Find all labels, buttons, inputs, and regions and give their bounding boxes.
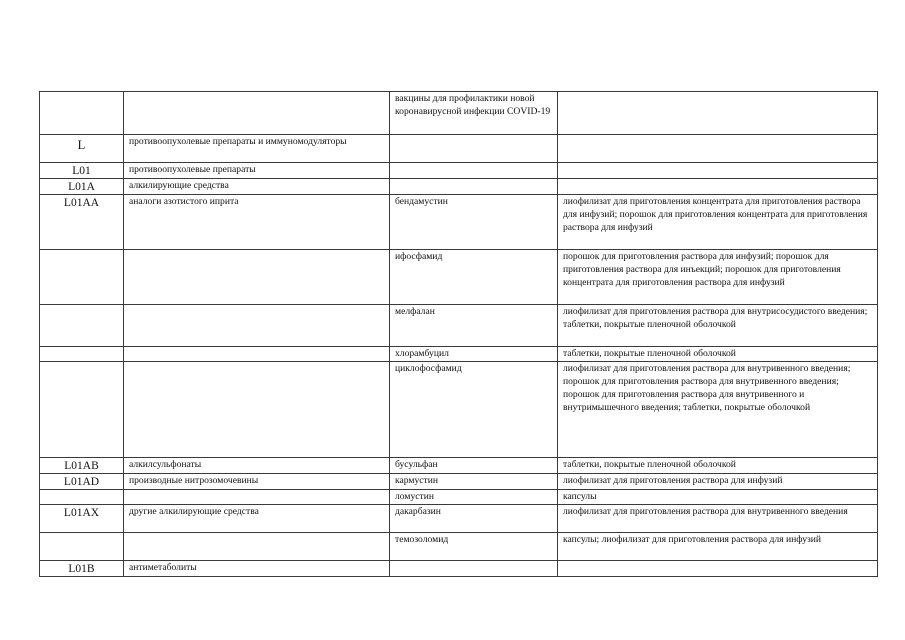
drug-name-cell: циклофосфамид (390, 362, 558, 458)
dosage-form-cell (558, 92, 878, 135)
dosage-form-cell: лиофилизат для приготовления концентрата для приготовления раствора для инфузий; порошок для приготовления концентрата для приготовления раствора для инфузий (558, 195, 878, 250)
group-name-cell (124, 92, 390, 135)
drug-name-cell: хлорамбуцил (390, 347, 558, 362)
atc-code-cell (40, 347, 124, 362)
group-name-cell: другие алкилирующие средства (124, 505, 390, 533)
dosage-form-cell (558, 179, 878, 195)
atc-code-cell: L01AX (40, 505, 124, 533)
dosage-form-cell: лиофилизат для приготовления раствора для внутрисосудистого введения; таблетки, покрытые пленочной оболочкой (558, 305, 878, 347)
group-name-cell (124, 347, 390, 362)
atc-code-cell (40, 490, 124, 505)
drug-name-cell (390, 561, 558, 577)
atc-code-cell (40, 250, 124, 305)
dosage-form-cell: лиофилизат для приготовления раствора для внутривенного введения; порошок для приготовления раствора для внутривенного введения; порошок для приготовления раствора для внутривенного и внутримышечного введения; таблетки, покрытые оболочкой (558, 362, 878, 458)
dosage-form-cell: капсулы (558, 490, 878, 505)
atc-code-cell (40, 92, 124, 135)
atc-code-cell: L01 (40, 163, 124, 179)
group-name-cell (124, 362, 390, 458)
group-name-cell (124, 305, 390, 347)
group-name-cell: аналоги азотистого иприта (124, 195, 390, 250)
table-row (40, 362, 878, 458)
drug-name-cell: вакцины для профилактики новой коронавирусной инфекции COVID-19 (390, 92, 558, 135)
group-name-cell: алкилирующие средства (124, 179, 390, 195)
group-name-cell: производные нитрозомочевины (124, 474, 390, 490)
table-row (40, 135, 878, 163)
dosage-form-cell (558, 163, 878, 179)
table-row (40, 92, 878, 135)
table-row (40, 347, 878, 362)
drug-name-cell (390, 163, 558, 179)
table-row (40, 305, 878, 347)
drug-name-cell: бендамустин (390, 195, 558, 250)
drug-name-cell: кармустин (390, 474, 558, 490)
dosage-form-cell: лиофилизат для приготовления раствора для внутривенного введения (558, 505, 878, 533)
table-row (40, 474, 878, 490)
group-name-cell (124, 533, 390, 561)
atc-code-cell: L01AB (40, 458, 124, 474)
drug-name-cell (390, 179, 558, 195)
table-row (40, 561, 878, 577)
dosage-form-cell: лиофилизат для приготовления раствора для инфузий (558, 474, 878, 490)
drug-name-cell: бусульфан (390, 458, 558, 474)
dosage-form-cell (558, 561, 878, 577)
drug-table (39, 91, 878, 577)
dosage-form-cell: капсулы; лиофилизат для приготовления раствора для инфузий (558, 533, 878, 561)
table-row (40, 163, 878, 179)
atc-code-cell (40, 305, 124, 347)
drug-name-cell (390, 135, 558, 163)
atc-code-cell: L01AD (40, 474, 124, 490)
dosage-form-cell: таблетки, покрытые пленочной оболочкой (558, 347, 878, 362)
dosage-form-cell: таблетки, покрытые пленочной оболочкой (558, 458, 878, 474)
atc-code-cell: L01A (40, 179, 124, 195)
atc-code-cell (40, 533, 124, 561)
table-row (40, 458, 878, 474)
atc-code-cell: L (40, 135, 124, 163)
table-row (40, 533, 878, 561)
group-name-cell: противоопухолевые препараты и иммуномодуляторы (124, 135, 390, 163)
table-row (40, 195, 878, 250)
dosage-form-cell: порошок для приготовления раствора для инфузий; порошок для приготовления раствора для инъекций; порошок для приготовления концентрата для приготовления раствора для инфузий (558, 250, 878, 305)
table-row (40, 505, 878, 533)
atc-code-cell: L01B (40, 561, 124, 577)
table-row (40, 250, 878, 305)
atc-code-cell: L01AA (40, 195, 124, 250)
group-name-cell (124, 250, 390, 305)
drug-name-cell: темозоломид (390, 533, 558, 561)
drug-name-cell: дакарбазин (390, 505, 558, 533)
drug-name-cell: ифосфамид (390, 250, 558, 305)
drug-name-cell: мелфалан (390, 305, 558, 347)
group-name-cell (124, 490, 390, 505)
table-row (40, 179, 878, 195)
group-name-cell: противоопухолевые препараты (124, 163, 390, 179)
table-row (40, 490, 878, 505)
dosage-form-cell (558, 135, 878, 163)
group-name-cell: алкилсульфонаты (124, 458, 390, 474)
drug-name-cell: ломустин (390, 490, 558, 505)
atc-code-cell (40, 362, 124, 458)
group-name-cell: антиметаболиты (124, 561, 390, 577)
